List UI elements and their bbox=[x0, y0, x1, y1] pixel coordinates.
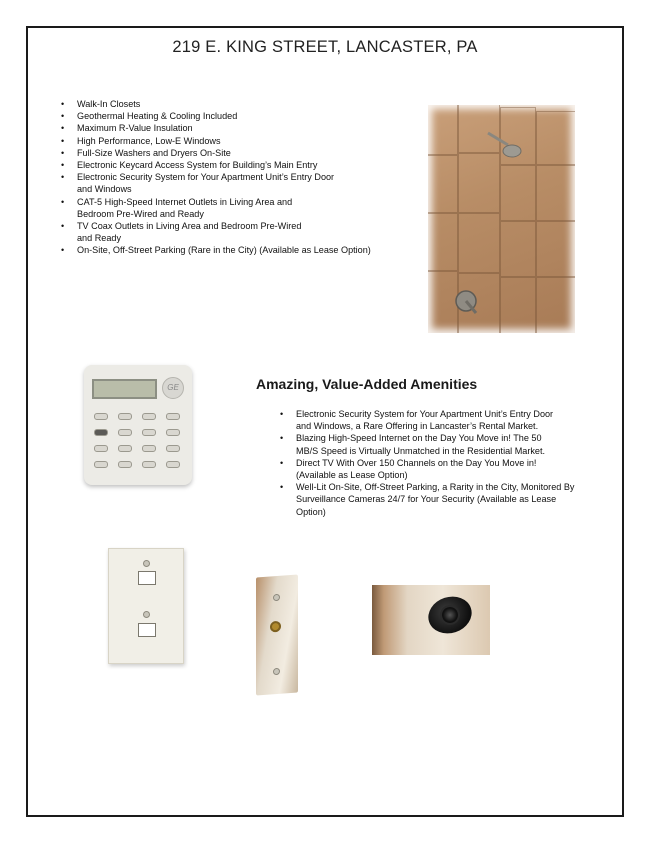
coax-outlet-photo bbox=[256, 575, 298, 696]
amenity-item: • Well-Lit On-Site, Off-Street Parking, a Rarity in the City, Monitored By Surveillance Cameras 24/7 for Your Security (Available as Lease Option) bbox=[280, 481, 575, 518]
coax-connector-icon bbox=[270, 621, 281, 633]
feature-item: • CAT-5 High-Speed Internet Outlets in Living Area and Bedroom Pre-Wired and Ready bbox=[61, 196, 331, 220]
ethernet-port-icon bbox=[138, 623, 156, 637]
feature-item: • High Performance, Low-E Windows bbox=[61, 135, 391, 147]
camera-dome-icon bbox=[424, 591, 477, 639]
feature-item: • Geothermal Heating & Cooling Included bbox=[61, 110, 391, 122]
feature-item: • Electronic Keycard Access System for Building’s Main Entry bbox=[61, 159, 391, 171]
camera-lens-icon bbox=[437, 602, 462, 627]
amenity-item: • Electronic Security System for Your Apartment Unit’s Entry Door and Windows, a Rare Offering in Lancaster’s Rental Market. bbox=[280, 408, 560, 432]
feature-item: • Walk-In Closets bbox=[61, 98, 391, 110]
keypad-display bbox=[92, 379, 157, 399]
page-title: 219 E. KING STREET, LANCASTER, PA bbox=[172, 38, 478, 56]
feature-item: • On-Site, Off-Street Parking (Rare in the City) (Available as Lease Option) bbox=[61, 244, 391, 256]
shower-photo bbox=[428, 105, 575, 333]
feature-item: • Full-Size Washers and Dryers On-Site bbox=[61, 147, 391, 159]
shower-head-icon bbox=[428, 105, 575, 333]
amenities-heading: Amazing, Value-Added Amenities bbox=[256, 376, 478, 392]
cat5-wall-jack-photo bbox=[108, 548, 184, 664]
ge-logo-icon: GE bbox=[162, 377, 184, 399]
feature-item: • Maximum R-Value Insulation bbox=[61, 122, 391, 134]
surveillance-camera-photo bbox=[372, 585, 490, 655]
feature-item: • Electronic Security System for Your Apartment Unit’s Entry Door and Windows bbox=[61, 171, 351, 195]
features-list bbox=[61, 98, 391, 257]
ethernet-port-icon bbox=[138, 571, 156, 585]
amenity-item: • Blazing High-Speed Internet on the Day You Move in! The 50 MB/S Speed is Virtually Unmatched in the Residential Market. bbox=[280, 432, 565, 456]
amenity-item: • Direct TV With Over 150 Channels on the Day You Move in! (Available as Lease Option) bbox=[280, 457, 570, 481]
security-keypad-photo bbox=[84, 365, 192, 485]
amenities-list bbox=[280, 408, 580, 518]
feature-item: • TV Coax Outlets in Living Area and Bedroom Pre-Wired and Ready bbox=[61, 220, 311, 244]
